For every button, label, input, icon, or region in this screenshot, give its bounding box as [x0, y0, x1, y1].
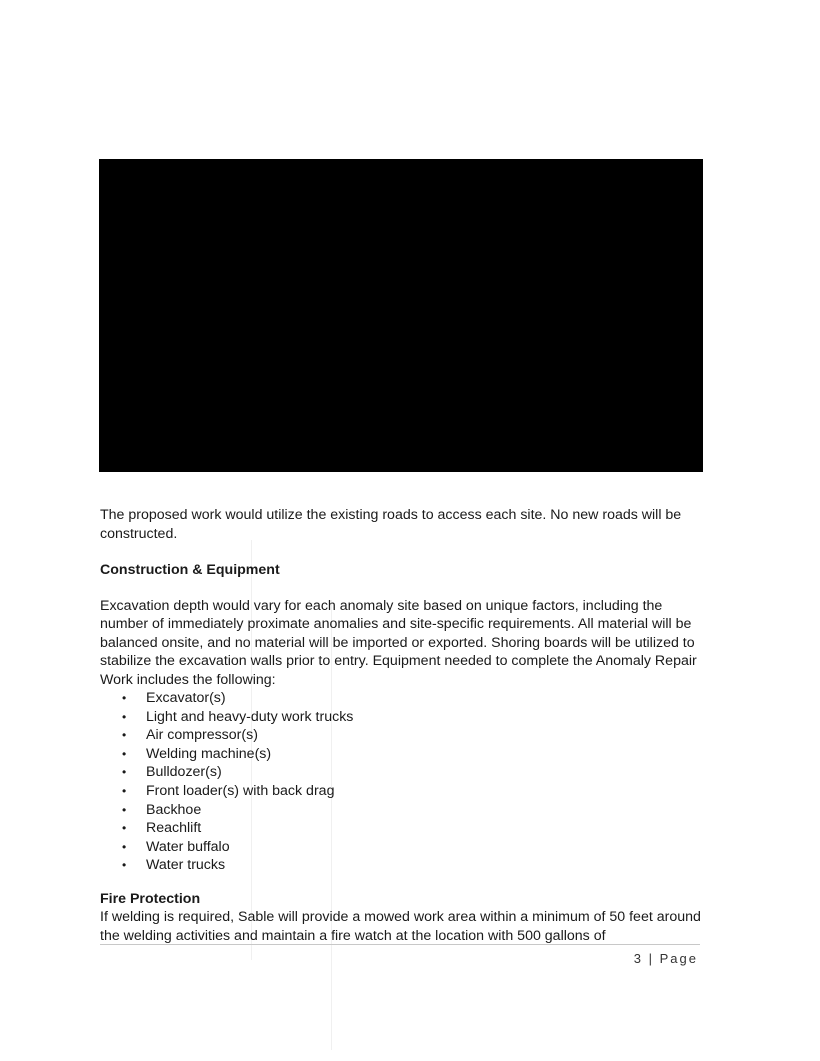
list-item	[100, 726, 710, 745]
bullet-icon: •	[122, 858, 127, 873]
bullet-icon: •	[122, 691, 127, 705]
equipment-item: Bulldozer(s)	[146, 764, 222, 781]
equipment-list	[100, 689, 710, 875]
equipment-item: Air compressor(s)	[146, 727, 258, 744]
list-item	[100, 745, 710, 764]
list-item	[100, 838, 710, 857]
equipment-item: Backhoe	[146, 801, 202, 818]
intro-paragraph: The proposed work would utilize the existing roads to access each site. No new roads will be constructed.	[100, 507, 682, 542]
list-item	[100, 856, 710, 875]
bullet-icon: •	[122, 709, 127, 724]
equipment-item: Water trucks	[146, 857, 226, 874]
bullet-icon: •	[122, 839, 127, 854]
list-item	[100, 763, 710, 782]
list-item	[100, 782, 710, 801]
bullet-icon: •	[122, 728, 127, 743]
footer-divider	[100, 944, 700, 945]
equipment-item: Water buffalo	[146, 838, 230, 855]
list-item	[100, 801, 710, 820]
bullet-icon: •	[122, 765, 127, 780]
bullet-icon: •	[122, 802, 127, 817]
page-number: 3 | Page	[633, 951, 698, 966]
construction-heading: Construction & Equipment	[100, 562, 280, 578]
equipment-item: Light and heavy-duty work trucks	[146, 708, 354, 725]
bullet-icon: •	[122, 746, 127, 761]
redacted-block	[99, 159, 703, 472]
list-item	[100, 819, 710, 838]
equipment-item: Reachlift	[146, 820, 202, 837]
fire-protection-paragraph: If welding is required, Sable will provide a mowed work area within a minimum of 50 feet around the welding activities and maintain a fire watch at the location with 500 gallons of	[100, 909, 701, 944]
bullet-icon: •	[122, 783, 127, 798]
document-body	[100, 506, 710, 945]
equipment-item: Front loader(s) with back drag	[146, 782, 335, 799]
equipment-item: Welding machine(s)	[146, 745, 272, 762]
fire-protection-heading: Fire Protection	[100, 890, 201, 907]
bullet-icon: •	[122, 821, 127, 836]
page-footer	[100, 944, 700, 966]
construction-paragraph: Excavation depth would vary for each anomaly site based on unique factors, including the number of immediately proximate anomalies and site-specific requirements. All material will be balanced onsite, and no material will be imported or exported. Shoring boards will be utilized to stabilize the excavation walls prior to entry. Equipment needed to complete the Anomaly Repair Work includes the following:	[100, 597, 697, 688]
list-item	[100, 689, 710, 708]
equipment-item: Excavator(s)	[146, 690, 226, 706]
list-item	[100, 708, 710, 727]
